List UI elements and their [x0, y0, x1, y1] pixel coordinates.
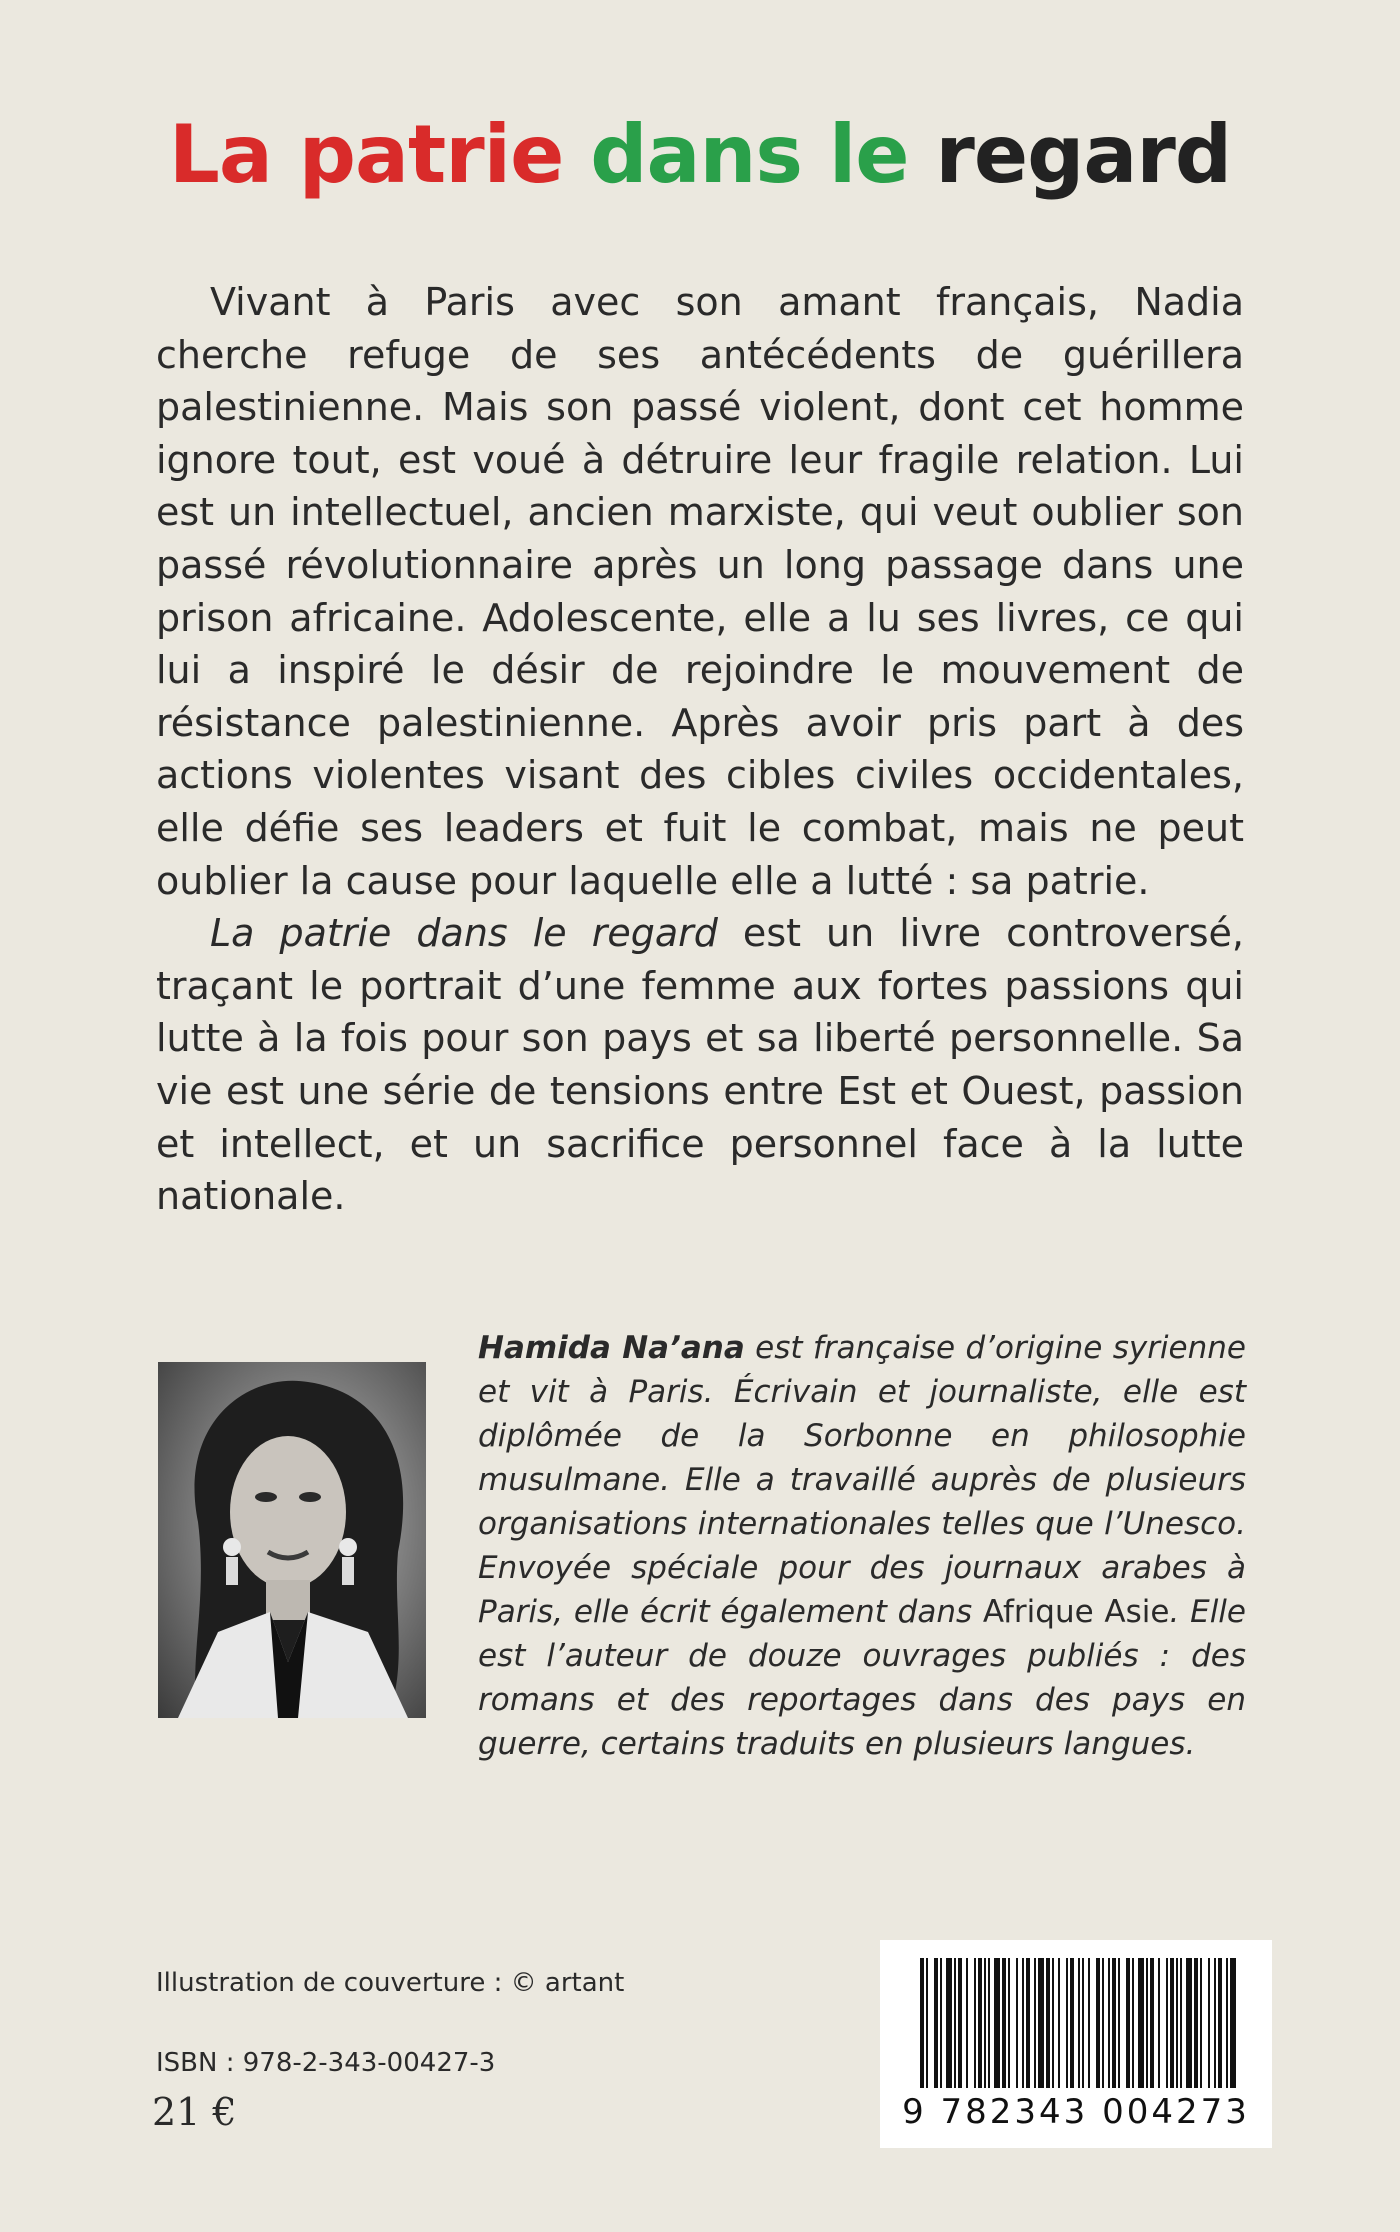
barcode-bar: [1170, 1958, 1174, 2088]
barcode-bar: [1166, 1958, 1168, 2088]
barcode-bar: [1186, 1958, 1192, 2088]
barcode-bar: [1070, 1958, 1074, 2088]
blurb-paragraph-2-text: est un livre controversé, traçant le portrait d’une femme aux fortes passions qui lutte à la fois pour son pays et sa liberté personnelle. Sa vie est une série de tensions entre Est et Ouest, passion et intellect, et un sacrifice personnel face à la lutte nationale.: [156, 911, 1244, 1219]
title-word-red: La patrie: [168, 108, 564, 201]
isbn: ISBN : 978-2-343-00427-3: [156, 2048, 496, 2078]
blurb-paragraph-2: [156, 907, 1244, 1223]
barcode-bar: [1150, 1958, 1154, 2088]
title-word-green: dans le: [590, 108, 909, 201]
barcode-bar: [1226, 1958, 1228, 2088]
barcode-bar: [958, 1958, 962, 2088]
book-title: [0, 108, 1400, 201]
barcode-bar: [1026, 1958, 1030, 2088]
barcode-bar: [1102, 1958, 1104, 2088]
barcode-bar: [1022, 1958, 1024, 2088]
barcode: [880, 1940, 1272, 2148]
barcode-bar: [1088, 1958, 1090, 2088]
barcode-bar: [1218, 1958, 1222, 2088]
barcode-bar: [1016, 1958, 1018, 2088]
author-bio-magazine: Afrique Asie: [982, 1594, 1170, 1630]
barcode-bar: [1200, 1958, 1202, 2088]
author-bio-text-2: . Elle est l’auteur de douze ouvrages publiés : des romans et des reportages dans des pays en guerre, certains traduits en plusieurs langues.: [478, 1594, 1246, 1762]
barcode-digits: 9 782343 004273: [902, 2092, 1250, 2132]
blurb-paragraph-1: Vivant à Paris avec son amant français, Nadia cherche refuge de ses antécédents de guérillera palestinienne. Mais son passé violent, dont cet homme ignore tout, est voué à détruire leur fragile relation. Lui est un intellectuel, ancien marxiste, qui veut oublier son passé révolutionnaire après un long passage dans une prison africaine. Adolescente, elle a lu ses livres, ce qui lui a inspiré le désir de rejoindre le mouvement de résistance palestinienne. Après avoir pris part à des actions violentes visant des cibles civiles occidentales, elle défie ses leaders et fuit le combat, mais ne peut oublier la cause pour laquelle elle a lutté : sa patrie.: [156, 280, 1244, 903]
barcode-bar: [988, 1958, 990, 2088]
author-bio: [478, 1326, 1246, 1766]
barcode-bar: [1146, 1958, 1148, 2088]
barcode-bar: [1096, 1958, 1100, 2088]
title-word-black: regard: [935, 108, 1232, 201]
barcode-bar: [1034, 1958, 1036, 2088]
barcode-bar: [946, 1958, 952, 2088]
cover-credit: Illustration de couverture : © artant: [156, 1968, 625, 1998]
barcode-bar: [954, 1958, 956, 2088]
barcode-bar: [1214, 1958, 1216, 2088]
barcode-bar: [1180, 1958, 1182, 2088]
author-photo: [158, 1362, 426, 1718]
barcode-bar: [1082, 1958, 1084, 2088]
barcode-bar: [978, 1958, 982, 2088]
blurb-book-title: La patrie dans le regard: [210, 911, 718, 956]
barcode-bar: [1126, 1958, 1130, 2088]
barcode-bar: [1158, 1958, 1160, 2088]
author-bio-text-1: est française d’origine syrienne et vit à Paris. Écrivain et journaliste, elle est diplômée de la Sorbonne en philosophie musulmane. Elle a travaillé auprès de plusieurs organisations internationales telles que l’Unesco. Envoyée spéciale pour des journaux arabes à Paris, elle écrit également dans: [478, 1330, 1246, 1630]
barcode-bar: [1038, 1958, 1044, 2088]
barcode-bar: [1108, 1958, 1110, 2088]
barcode-bar: [1046, 1958, 1050, 2088]
author-name: Hamida Na’ana: [478, 1330, 745, 1366]
barcode-bar: [984, 1958, 986, 2088]
barcode-bar: [1194, 1958, 1198, 2088]
barcode-bar: [1052, 1958, 1054, 2088]
barcode-bar: [974, 1958, 976, 2088]
barcode-bar: [1138, 1958, 1144, 2088]
barcode-bar: [926, 1958, 928, 2088]
barcode-bar: [1118, 1958, 1120, 2088]
barcode-bar: [1208, 1958, 1210, 2088]
barcode-bar: [940, 1958, 942, 2088]
barcode-bar: [1058, 1958, 1060, 2088]
barcode-bar: [920, 1958, 924, 2088]
barcode-bar: [1008, 1958, 1010, 2088]
book-blurb: [156, 276, 1244, 1223]
barcode-bar: [994, 1958, 1000, 2088]
barcode-bar: [1230, 1958, 1236, 2088]
barcode-bar: [1112, 1958, 1116, 2088]
barcode-bar: [1132, 1958, 1134, 2088]
barcode-bar: [1066, 1958, 1068, 2088]
barcode-bar: [1002, 1958, 1006, 2088]
price: 21 €: [152, 2090, 237, 2134]
barcode-bar: [934, 1958, 938, 2088]
barcode-bar: [1176, 1958, 1178, 2088]
barcode-bar: [966, 1958, 968, 2088]
barcode-bar: [1078, 1958, 1080, 2088]
